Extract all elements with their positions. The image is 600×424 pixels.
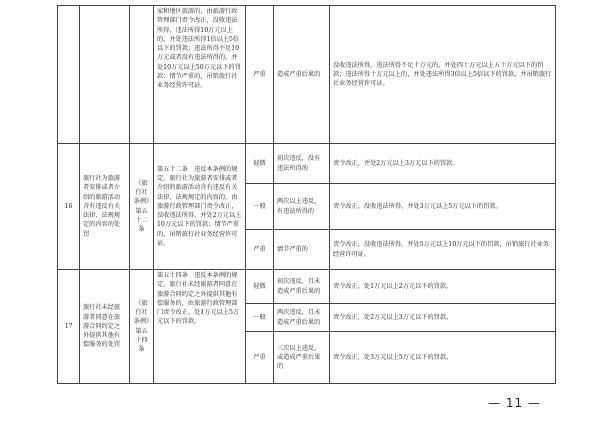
level-cell: 严重 bbox=[246, 332, 274, 384]
behavior-cell: 旅行社为旅游者安排或者介绍的旅游活动含有违反有关法律、法规规定的内容的处罚 bbox=[80, 144, 130, 270]
situation-cell: 两次以上违反，有违法所得的 bbox=[274, 184, 330, 230]
behavior-cell: 旅行社未经旅游者同意在旅游合同约定之外提供其他有偿服务的处罚 bbox=[80, 270, 130, 384]
standard-cell: 责令改正，没收违法所得，并处5万元以上10万元以下的罚款，吊销旅行社业务经营许可证。 bbox=[330, 230, 556, 270]
item-number-cell: 17 bbox=[58, 270, 80, 384]
standard-cell: 责令改正，没收违法所得，并处3万元以上5万元以下的罚款。 bbox=[330, 184, 556, 230]
situation-cell: 造成严重后果的 bbox=[274, 6, 330, 144]
situation-cell: 情节严重的 bbox=[274, 230, 330, 270]
behavior-cell bbox=[80, 6, 130, 144]
standard-cell: 责令改正，处2万元以上3万元以下的罚款。 bbox=[330, 304, 556, 332]
table-row bbox=[58, 144, 556, 184]
level-cell: 一般 bbox=[246, 304, 274, 332]
standard-cell: 责令改正，处1万元以上2万元以下的罚款。 bbox=[330, 270, 556, 304]
level-cell: 严重 bbox=[246, 230, 274, 270]
provision-cell: 家和地区旅游的，由旅游行政管理部门责令改正，没收违法所得，违法所得10万元以上的，并处违法所得1倍以上5倍以下的罚款；违法所得不足10万元或者没有违法所得的，并处10万元以上50万元以下的罚款；情节严重的，吊销旅行社业务经营许可证。 bbox=[154, 6, 246, 144]
standard-cell: 责令改正，并处2万元以上3万元以下的罚款。 bbox=[330, 144, 556, 184]
level-cell: 轻微 bbox=[246, 270, 274, 304]
item-number-cell bbox=[58, 6, 80, 144]
basis-cell bbox=[130, 6, 154, 144]
basis-cell: 《旅行社条例》第五十二条 bbox=[130, 144, 154, 270]
table-row bbox=[58, 6, 556, 144]
level-cell: 一般 bbox=[246, 184, 274, 230]
penalty-standard-table bbox=[57, 5, 556, 384]
page-number: — 11 — bbox=[488, 396, 541, 410]
situation-cell: 初次违反，没有违法所得的 bbox=[274, 144, 330, 184]
level-cell: 严重 bbox=[246, 6, 274, 144]
item-number-cell: 16 bbox=[58, 144, 80, 270]
situation-cell: 初次违反，且未造成严重后果的 bbox=[274, 270, 330, 304]
situation-cell: 三次以上违反，或造成严重后果的 bbox=[274, 332, 330, 384]
situation-cell: 两次违反，且未造成严重后果的 bbox=[274, 304, 330, 332]
provision-cell: 第五十二条 违反本条例的规定，旅行社为旅游者安排或者介绍的旅游活动含有违反有关法律、法规规定的内容的，由旅游行政管理部门责令改正，没收违法所得，并处2万元以上10万元以下的罚款；情节严重的，吊销旅行社业务经营许可证。 bbox=[154, 144, 246, 270]
basis-cell: 《旅行社条例》第五十四条 bbox=[130, 270, 154, 384]
provision-cell: 第五十四条 违反本条例的规定，旅行社未经旅游者同意在旅游合同约定之外提供其他有偿服务的，由旅游行政管理部门责令改正，处1万元以上5万元以下的罚款。 bbox=[154, 270, 246, 384]
table-row bbox=[58, 270, 556, 304]
level-cell: 轻微 bbox=[246, 144, 274, 184]
standard-cell: 责令改正，处3万元以上5万元以下的罚款。 bbox=[330, 332, 556, 384]
standard-cell: 没收违法所得，违法所得不足十万元的，并处四十万元以上五十万元以下的罚款；违法所得十万元以上的，并处违法所得3倍以上5倍以下的罚款，并吊销旅行社业务经营许可证。 bbox=[330, 6, 556, 144]
